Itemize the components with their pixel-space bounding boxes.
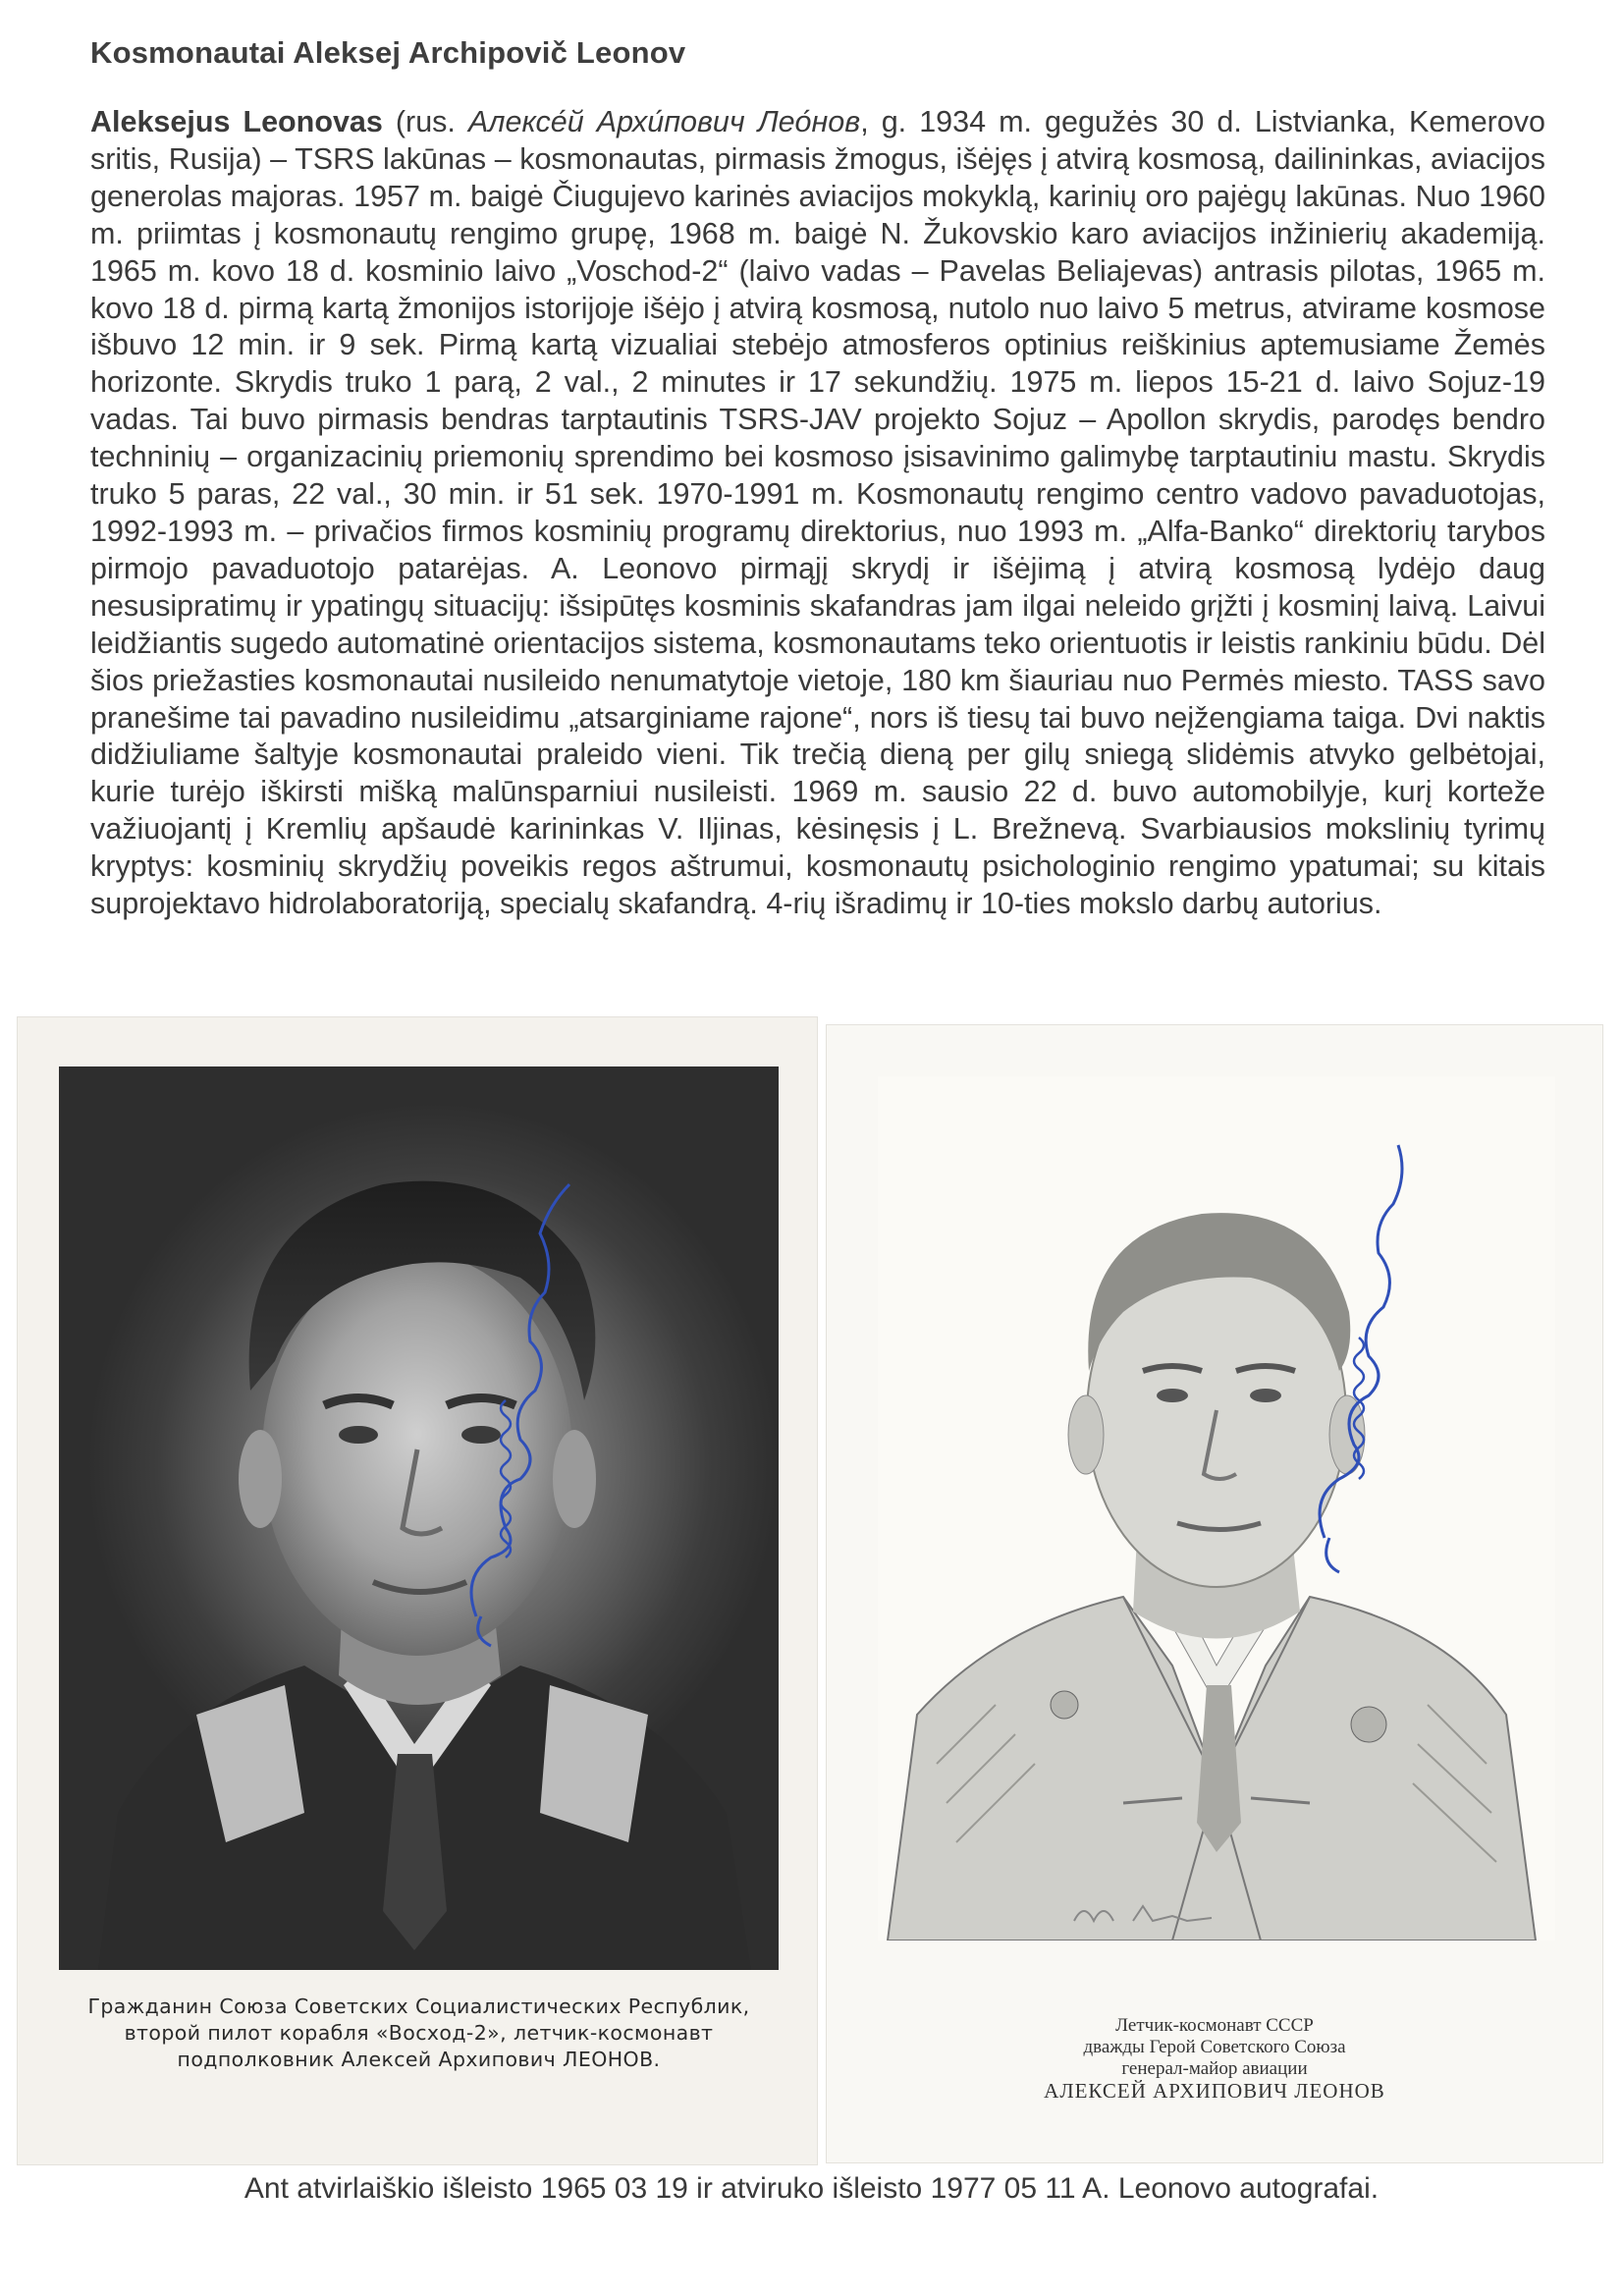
caption-line: генерал-майор авиации (1121, 2058, 1308, 2079)
caption-line: дважды Герой Советского Союза (1083, 2037, 1346, 2057)
postcard-photo-1965 (18, 1017, 817, 2164)
footer-caption: Ant atvirlaiškio išleisto 1965 03 19 ir atviruko išleisto 1977 05 11 A. Leonovo autografai. (243, 2172, 1380, 2205)
caption-line: Гражданин Союза Советских Социалистических Республик, (87, 1995, 750, 2018)
paren-open: (rus. (395, 105, 468, 138)
russian-name: Алексе́й Архи́пович Лео́нов (467, 105, 861, 138)
portrait-drawing (878, 1076, 1555, 1941)
postcard-drawing-1977 (827, 1025, 1602, 2162)
postcard-right-caption (866, 2015, 1563, 2102)
caption-name: АЛЕКСЕЙ АРХИПОВИЧ ЛЕОНОВ (1044, 2079, 1385, 2103)
caption-line: Летчик-космонавт СССР (1115, 2015, 1314, 2036)
biography-body: , g. 1934 m. gegužės 30 d. Listvianka, Kemerovo sritis, Rusija) – TSRS lakūnas – kosmonautas, pirmasis žmogus, išėjęs į atvirą kosmosą, dailininkas, aviacijos generolas majoras. 1957 m. baigė Čiugujevo karinės aviacijos mokyklą, karinių oro pajėgų lakūnas. Nuo 1960 m. priimtas į kosmonautų rengimo grupę, 1968 m. baigė N. Žukovskio karo aviacijos inžinierių akademiją. 1965 m. kovo 18 d. kosminio laivo „Voschod-2“ (laivo vadas – Pavelas Beliajevas) antrasis pilotas, 1965 m. kovo 18 d. pirmą kartą žmonijos istorijoje išėjo į atvirą kosmosą, nutolo nuo laivo 5 metrus, atvirame kosmose išbuvo 12 min. ir 9 sek. Pirmą kartą vizualiai stebėjo atmosferos optinius reiškinius aptemusiame Žemės horizonte. Skrydis truko 1 parą, 2 val., 2 minutes ir 17 sekundžių. 1975 m. liepos 15-21 d. laivo Sojuz-19 vadas. Tai buvo pirmasis bendras tarptautinis TSRS-JAV projekto Sojuz – Apollon skrydis, parodęs bendro techninių – organizacinių priemonių sprendimo bei kosmoso įsisavinimo galimybę tarptautiniu mastu. Skrydis truko 5 paras, 22 val., 30 min. ir 51 sek. 1970-1991 m. Kosmonautų rengimo centro vadovo pavaduotojas, 1992-1993 m. – privačios firmos kosminių programų direktorius, nuo 1993 m. „Alfa-Banko“ direktorių tarybos pirmojo pavaduotojo patarėjas. A. Leonovo pirmąjį skrydį ir išėjimą į atvirą kosmosą lydėjo daug nesusipratimų ir ypatingų situacijų: išsipūtęs kosminis skafandras jam ilgai neleido grįžti į kosminį laivą. Laivui leidžiantis sugedo automatinė orientacijos sistema, kosmonautams teko orientuotis ir leistis rankiniu būdu. Dėl šios priežasties kosmonautai nusileido nenumatytoje vietoje, 180 km šiauriau nuo Permės miesto. TASS savo pranešime tai pavadino nusileidimu „atsarginiame rajone“, nors iš tiesų tai buvo neįžengiama taiga. Dvi naktis didžiuliame šaltyje kosmonautai praleido vieni. Tik trečią dieną per gilų sniegą slidėmis atvyko gelbėtojai, kurie turėjo iškirsti mišką malūnsparniui nusileisti. 1969 m. sausio 22 d. buvo automobilyje, kurį korteže važiuojantį į Kremlių apšaudė karininkas V. Iljinas, kėsinęsis į L. Brežnevą. Svarbiausios mokslinių tyrimų kryptys: kosminių skrydžių poveikis regos aštrumui, kosmonautų psichologinio rengimo ypatumai; su kitais suprojektavo hidrolaboratoriją, specialų skafandrą. 4-rių išradimų ir 10-ties mokslo darbų autorius. (90, 105, 1545, 921)
biography-text (90, 104, 1545, 923)
page-title: Kosmonautai Aleksej Archipovič Leonov (90, 35, 686, 70)
subject-name: Aleksejus Leonovas (90, 105, 383, 138)
caption-line: подполковник Алексей Архипович ЛЕОНОВ. (177, 2048, 661, 2071)
portrait-photo (59, 1066, 779, 1970)
caption-line: второй пилот корабля «Восход-2», летчик-космонавт (124, 2021, 714, 2045)
postcard-left-caption (59, 1994, 779, 2073)
